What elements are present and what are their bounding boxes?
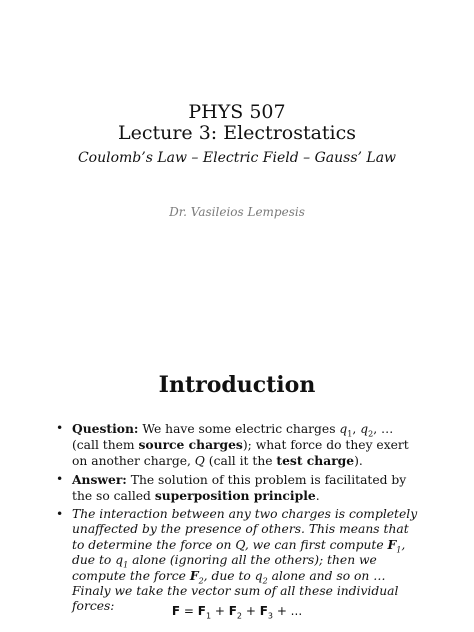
bullet-answer bbox=[56, 472, 420, 504]
subscript: 3 bbox=[267, 611, 273, 621]
slide-heading: Introduction bbox=[158, 372, 316, 398]
formula-tail: + ... bbox=[273, 604, 303, 618]
bullet-superposition bbox=[56, 507, 420, 614]
subscript: 2 bbox=[262, 576, 268, 586]
lecture-title: Lecture 3: Electrostatics bbox=[117, 122, 357, 144]
superposition-text: , due to q bbox=[203, 569, 263, 583]
subscript: 1 bbox=[347, 429, 353, 439]
force-symbol: F bbox=[228, 604, 237, 618]
question-label: Question: bbox=[72, 421, 139, 436]
subscript: 1 bbox=[205, 611, 212, 621]
charge-symbol: q bbox=[360, 422, 369, 436]
superposition-term: superposition principle bbox=[154, 488, 316, 503]
question-text: , … (call them bbox=[72, 422, 394, 452]
subscript: 2 bbox=[368, 429, 374, 439]
force-symbol: F bbox=[387, 537, 397, 552]
answer-label: Answer: bbox=[72, 472, 127, 487]
bullet-question bbox=[56, 421, 420, 469]
test-charge-symbol: Q bbox=[194, 454, 205, 468]
superposition-text: alone and so on …Finaly we take the vector sum of all these individual forces: bbox=[72, 569, 399, 613]
force-symbol: F bbox=[171, 604, 181, 618]
answer-text: The solution of this problem is facilitated by the so called bbox=[72, 473, 407, 503]
superposition-text: The interaction between any two charges is completely unaffected by the presence of others. This means that to determine the force on Q, we can first compute bbox=[72, 507, 418, 552]
question-text: We have some electric charges bbox=[138, 422, 340, 436]
superposition-formula bbox=[0, 604, 474, 621]
formula-operator: + bbox=[242, 604, 260, 618]
charge-symbol: q bbox=[339, 422, 348, 436]
question-text: ); what force do they exert on another charge, bbox=[72, 438, 409, 468]
question-text: ). bbox=[354, 454, 363, 468]
question-text: , bbox=[352, 422, 361, 436]
force-symbol: F bbox=[189, 568, 199, 583]
subscript: 1 bbox=[123, 560, 129, 570]
author-name: Dr. Vasileios Lempesis bbox=[169, 205, 305, 219]
subscript: 2 bbox=[236, 611, 243, 621]
answer-text: . bbox=[315, 489, 320, 503]
course-code: PHYS 507 bbox=[188, 101, 286, 123]
bullet-list bbox=[56, 421, 420, 617]
source-charges-term: source charges bbox=[138, 437, 243, 452]
formula-operator: + bbox=[211, 604, 229, 618]
question-text: (call it the bbox=[204, 454, 277, 468]
subscript: 1 bbox=[396, 545, 402, 555]
introduction-slide bbox=[0, 316, 474, 632]
superposition-text: , due to q bbox=[72, 538, 406, 567]
force-symbol: F bbox=[197, 604, 206, 618]
test-charge-term: test charge bbox=[276, 453, 355, 468]
lecture-subtitle: Coulomb’s Law – Electric Field – Gauss’ Law bbox=[77, 150, 397, 166]
formula-operator: = bbox=[180, 604, 198, 618]
slide-title bbox=[0, 102, 474, 144]
superposition-text: alone (ignoring all the others); then we compute the force bbox=[72, 553, 377, 583]
subscript: 2 bbox=[198, 576, 204, 586]
force-symbol: F bbox=[259, 604, 268, 618]
